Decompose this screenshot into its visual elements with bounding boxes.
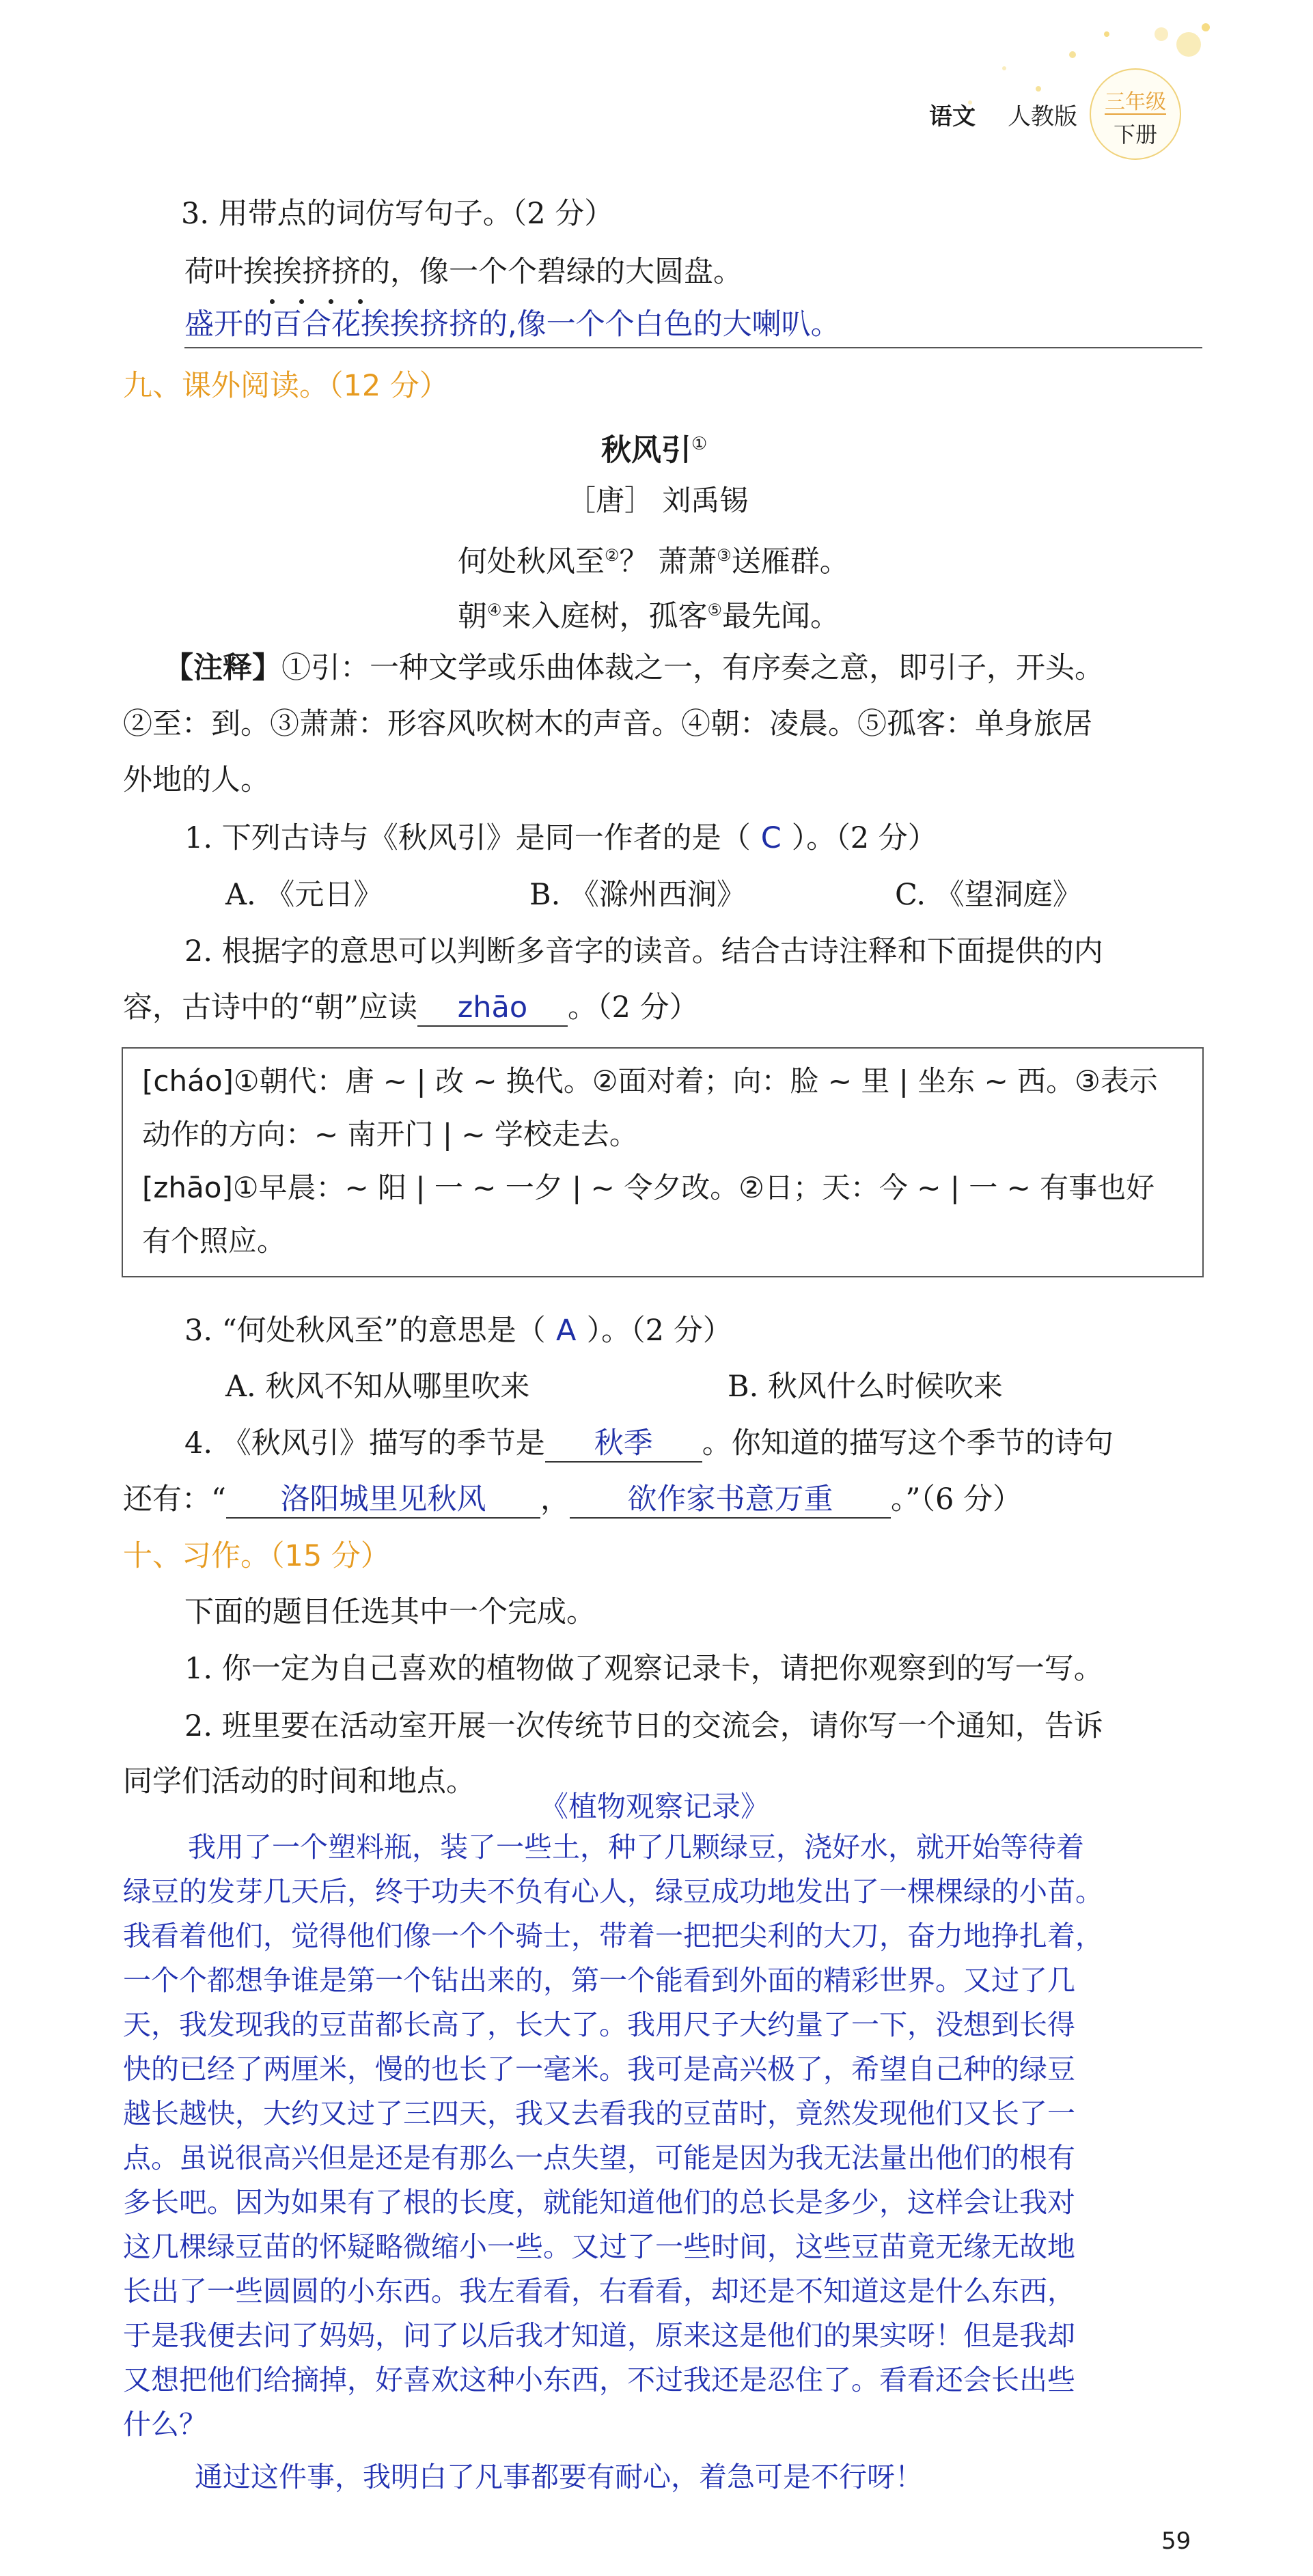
- answer-underline: [184, 347, 1202, 348]
- q1-prompt: 1. 下列古诗与《秋风引》是同一作者的是（: [184, 821, 751, 855]
- q3-option-b: B. 秋风什么时候吹来: [728, 1370, 1003, 1404]
- page-number: 59: [1161, 2527, 1191, 2555]
- q1-line: [184, 818, 937, 859]
- essay-line: 天，我发现我的豆苗都长高了，长大了。我用尺子大约量了一下，没想到长得: [123, 2008, 1075, 2041]
- poem-line1-b: ？ 萧萧: [619, 544, 717, 579]
- q4-line-2: [123, 1479, 1022, 1520]
- q4-answer-season: 秋季: [545, 1426, 702, 1463]
- section10-option-2-line-1: 2. 班里要在活动室开展一次传统节日的交流会，请你写一个通知，告诉: [184, 1709, 1103, 1743]
- q1-option-b: B. 《滁州西涧》: [529, 878, 746, 912]
- q3-line: [184, 1310, 732, 1351]
- section10-option-1: 1. 你一定为自己喜欢的植物做了观察记录卡，请把你观察到的写一写。: [184, 1652, 1103, 1686]
- header-volume: 下册: [1113, 122, 1157, 148]
- q4-line1-end: 。你知道的描写这个季节的诗句: [702, 1426, 1114, 1460]
- q2-end: 。（2 分）: [567, 991, 699, 1025]
- q2-answer: zhāo: [417, 990, 568, 1027]
- essay-line: 长出了一些圆圆的小东西。我左看看，右看看，却还是不知道这是什么东西，: [123, 2275, 1075, 2308]
- essay-title: 《植物观察记录》: [540, 1790, 770, 1823]
- q1-option-a: A. 《元日》: [225, 878, 383, 912]
- essay-line: 多长吧。因为如果有了根的长度，就能知道他们的总长是多少，这样会让我对: [123, 2186, 1075, 2219]
- poem-line-2: [458, 590, 840, 637]
- box-line-4: 有个照应。: [142, 1224, 286, 1258]
- essay-line: 又想把他们给摘掉，好喜欢这种小东西，不过我还是忍住了。看看还会长出些: [123, 2364, 1075, 2396]
- emphasis-dot: [329, 299, 333, 304]
- section9-title: 九、课外阅读。（12 分）: [123, 369, 449, 403]
- poem-line2-a: 朝: [458, 599, 487, 634]
- notes-text-1: ①引：一种文学或乐曲体裁之一，有序奏之意，即引子，开头。: [281, 651, 1104, 685]
- essay-line: 一个个都想争谁是第一个钻出来的，第一个能看到外面的精彩世界。又过了几: [123, 1964, 1075, 1997]
- section10-intro: 下面的题目任选其中一个完成。: [184, 1595, 596, 1629]
- poem-line1-c: 送雁群。: [731, 544, 849, 579]
- poem-note-2: ②: [605, 546, 620, 565]
- header-grade: 三年级: [1105, 90, 1166, 114]
- header-subject: 语文: [929, 103, 976, 130]
- section10-title: 十、习作。（15 分）: [123, 1539, 390, 1573]
- q4-separator: ，: [540, 1482, 570, 1516]
- notes-line-3: 外地的人。: [123, 763, 270, 797]
- poem-author: ［唐］ 刘禹锡: [567, 484, 749, 517]
- essay-line: 什么？: [123, 2408, 207, 2441]
- poem-note-5: ⑤: [707, 600, 723, 620]
- essay-line: 绿豆的发芽几天后，终于功夫不负有心人，绿豆成功地发出了一棵棵绿的小苗。: [123, 1875, 1103, 1908]
- box-line-3: [zhāo]①早晨：~ 阳 | 一 ~ 一夕 | ~ 令夕改。②日；天：今 ~ | 一 ~ 有事也好: [142, 1171, 1155, 1204]
- poem-line2-c: 最先闻。: [722, 599, 840, 634]
- q2-prompt: 容，古诗中的“朝”应读: [123, 991, 417, 1025]
- notes-line-2: ②至：到。③萧萧：形容风吹树木的声音。④朝：凌晨。⑤孤客：单身旅居: [123, 707, 1092, 741]
- q4-line2-start: 还有：“: [123, 1482, 226, 1516]
- q4-prompt: 4. 《秋风引》描写的季节是: [184, 1426, 545, 1460]
- essay-line: 我看着他们，觉得他们像一个个骑士，带着一把把尖利的大刀，奋力地挣扎着，: [123, 1920, 1103, 1952]
- essay-line: 我用了一个塑料瓶，装了一些土，种了几颗绿豆，浇好水，就开始等待着: [188, 1831, 1084, 1864]
- essay-line: 这几棵绿豆苗的怀疑略微缩小一些。又过了一些时间，这些豆苗竟无缘无故地: [123, 2230, 1075, 2263]
- q2-line-1: 2. 根据字的意思可以判断多音字的读音。结合古诗注释和下面提供的内: [184, 934, 1103, 969]
- section10-option-2-line-2: 同学们活动的时间和地点。: [123, 1764, 475, 1799]
- essay-ending: 通过这件事，我明白了凡事都要有耐心，着急可是不行呀！: [195, 2461, 923, 2493]
- poem-line1-a: 何处秋风至: [458, 544, 605, 579]
- poem-title: [601, 424, 707, 471]
- notes-line-1: [164, 648, 1104, 689]
- header-divider: [1105, 113, 1166, 115]
- q3-answer: A: [555, 1314, 577, 1348]
- essay-body: [123, 1825, 1216, 2499]
- emphasis-dot: [299, 299, 304, 304]
- poem-line2-b: 来入庭树，孤客: [501, 599, 708, 634]
- box-line-1: [cháo]①朝代：唐 ~ | 改 ~ 换代。②面对着；向：脸 ~ 里 | 坐东 ~ 西。③表示: [142, 1064, 1158, 1098]
- poem-note-3: ③: [717, 546, 732, 565]
- q8-3-prompt: 3. 用带点的词仿写句子。（2 分）: [181, 197, 614, 231]
- q4-line-1: [184, 1423, 1114, 1464]
- q2-line-2: [123, 987, 699, 1028]
- essay-line: 越长越快，大约又过了三四天，我又去看我的豆苗时，竟然发现他们又长了一: [123, 2097, 1075, 2130]
- q4-answer-poem-2: 欲作家书意万重: [570, 1482, 891, 1519]
- q3-end: ）。（2 分）: [586, 1314, 732, 1348]
- header-grade-badge: [1090, 68, 1181, 160]
- header-edition: 人教版: [1008, 103, 1077, 130]
- q3-prompt: 3. “何处秋风至”的意思是（: [184, 1314, 546, 1348]
- dictionary-box: [122, 1047, 1204, 1277]
- box-line-2: 动作的方向：~ 南开门 | ~ 学校走去。: [142, 1118, 638, 1151]
- emphasis-dot: [270, 299, 275, 304]
- notes-label: 【注释】: [164, 651, 281, 685]
- poem-title-note: ①: [691, 434, 708, 454]
- q1-end: ）。（2 分）: [791, 821, 937, 855]
- poem-line-1: [458, 535, 849, 582]
- q8-3-answer: 盛开的百合花挨挨挤挤的,像一个个白色的大喇叭。: [184, 307, 840, 342]
- essay-line: 于是我便去问了妈妈，问了以后我才知道，原来这是他们的果实呀！但是我却: [123, 2319, 1075, 2352]
- q3-option-a: A. 秋风不知从哪里吹来: [225, 1370, 530, 1404]
- q1-answer: C: [760, 821, 782, 855]
- emphasis-dot: [358, 299, 363, 304]
- q4-answer-poem-1: 洛阳城里见秋风: [226, 1482, 540, 1519]
- essay-line: 快的已经了两厘米，慢的也长了一毫米。我可是高兴极了，希望自己种的绿豆: [123, 2053, 1075, 2086]
- q4-line2-end: 。”（6 分）: [890, 1482, 1022, 1516]
- poem-note-4: ④: [487, 600, 502, 620]
- essay-line: 点。虽说很高兴但是还是有那么一点失望，可能是因为我无法量出他们的根有: [123, 2142, 1075, 2174]
- poem-title-text: 秋风引: [601, 432, 691, 468]
- q8-3-example: 荷叶挨挨挤挤的，像一个个碧绿的大圆盘。: [184, 255, 743, 289]
- q1-option-c: C. 《望洞庭》: [895, 878, 1082, 912]
